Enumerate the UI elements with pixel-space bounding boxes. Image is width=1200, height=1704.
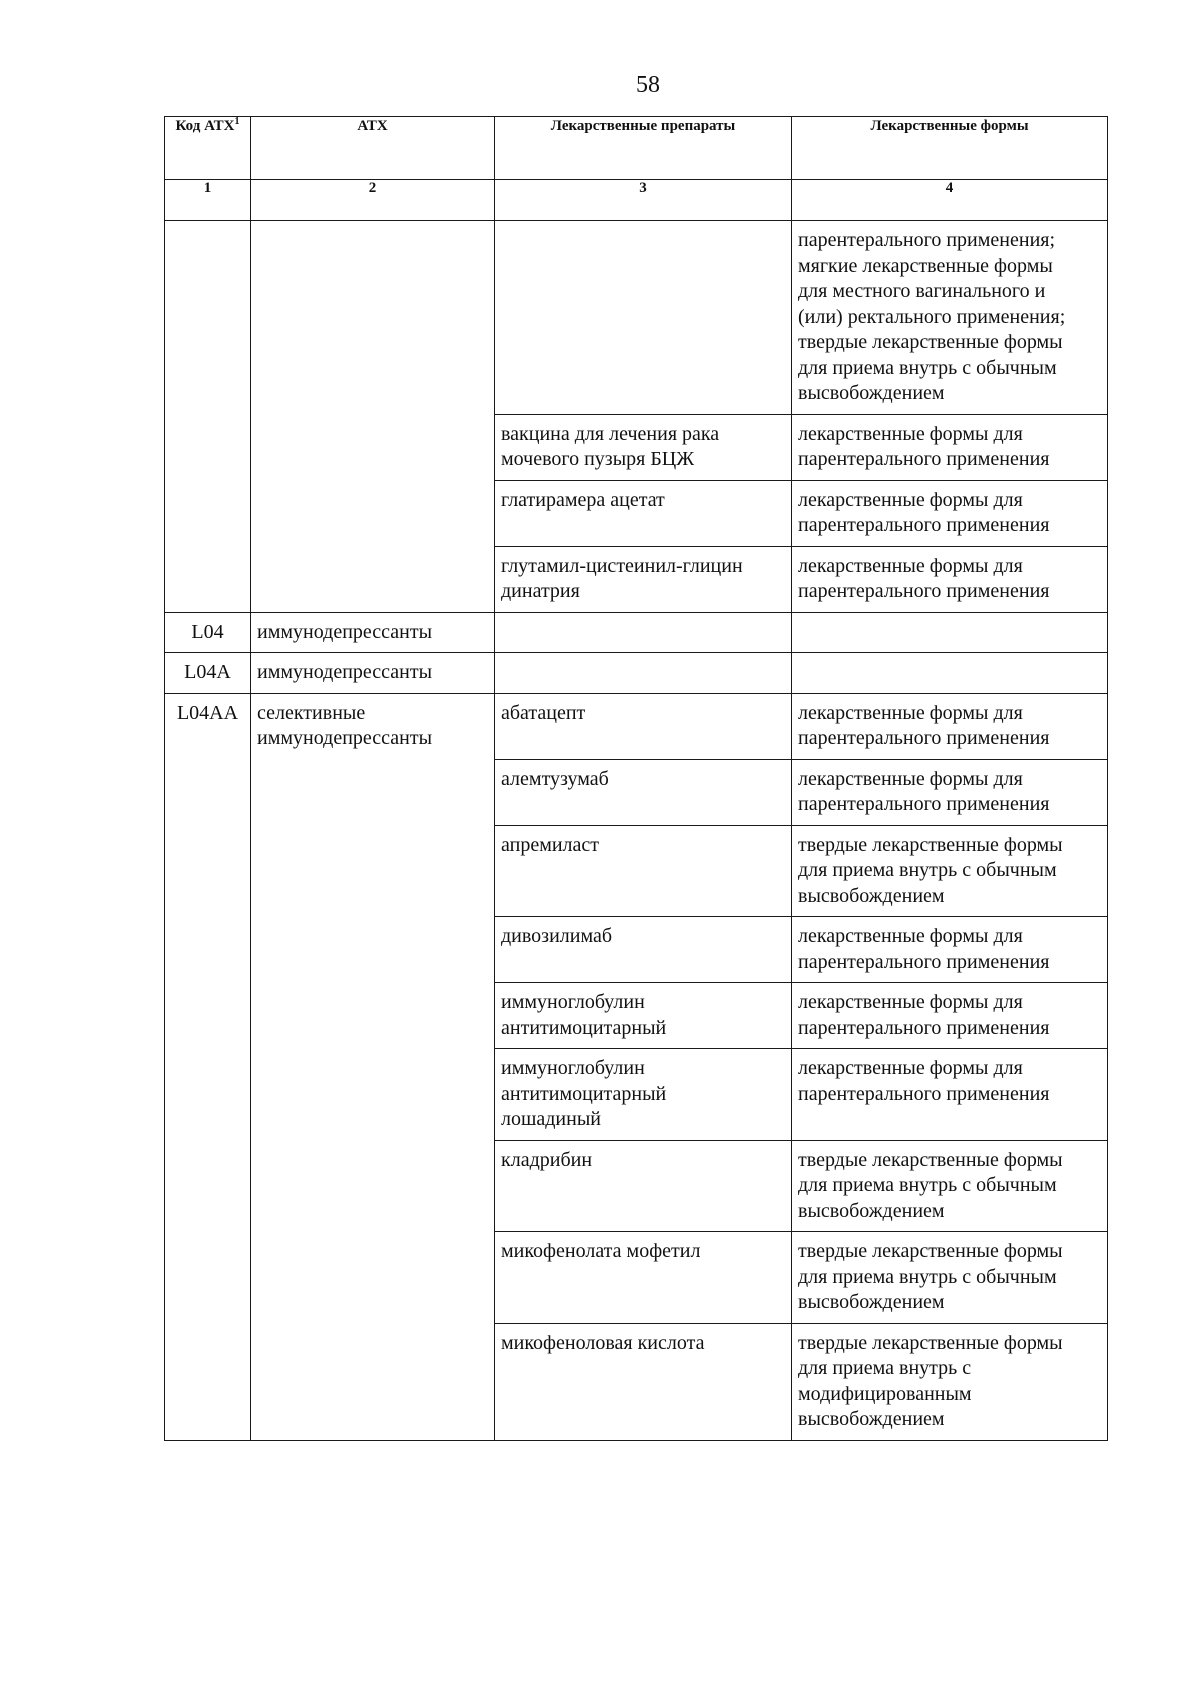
drug-cell: микофеноловая кислота <box>495 1323 792 1440</box>
column-number-row <box>165 180 1108 221</box>
header-forms: Лекарственные формы <box>792 117 1108 180</box>
atc-cell <box>251 221 495 613</box>
form-cell: лекарственные формы для парентерального применения <box>792 1049 1108 1141</box>
table-header-row <box>165 117 1108 180</box>
page-number: 58 <box>636 72 660 98</box>
drug-cell: абатацепт <box>495 693 792 759</box>
atc-cell: селективные иммунодепрессанты <box>251 693 495 1440</box>
form-cell: лекарственные формы для парентерального применения <box>792 546 1108 612</box>
column-number: 1 <box>165 180 251 221</box>
column-number: 3 <box>495 180 792 221</box>
form-cell: парентерального применения; мягкие лекарственные формы для местного вагинального и (или) ректального применения; твердые лекарственные формы для приема внутрь с обычным высвобождением <box>792 221 1108 415</box>
drug-cell: вакцина для лечения рака мочевого пузыря БЦЖ <box>495 414 792 480</box>
code-cell: L04AA <box>165 693 251 1440</box>
code-cell: L04A <box>165 653 251 694</box>
drug-cell <box>495 221 792 415</box>
header-code: Код АТХ$^1$ <box>165 117 251 180</box>
drug-cell: микофенолата мофетил <box>495 1232 792 1324</box>
form-cell: твердые лекарственные формы для приема внутрь с обычным высвобождением <box>792 825 1108 917</box>
atc-cell: иммунодепрессанты <box>251 612 495 653</box>
drug-cell: глутамил-цистеинил-глицин динатрия <box>495 546 792 612</box>
drug-cell: апремиласт <box>495 825 792 917</box>
drug-cell: кладрибин <box>495 1140 792 1232</box>
column-number: 4 <box>792 180 1108 221</box>
drug-cell: иммуноглобулин антитимоцитарный лошадиный <box>495 1049 792 1141</box>
drug-cell: глатирамера ацетат <box>495 480 792 546</box>
drug-cell: алемтузумаб <box>495 759 792 825</box>
form-cell <box>792 612 1108 653</box>
atc-cell: иммунодепрессанты <box>251 653 495 694</box>
code-cell: L04 <box>165 612 251 653</box>
form-cell <box>792 653 1108 694</box>
form-cell: лекарственные формы для парентерального применения <box>792 480 1108 546</box>
drug-cell <box>495 653 792 694</box>
drug-cell <box>495 612 792 653</box>
header-atc: АТХ <box>251 117 495 180</box>
table-row <box>165 612 1108 653</box>
table-row <box>165 653 1108 694</box>
drug-cell: иммуноглобулин антитимоцитарный <box>495 983 792 1049</box>
column-number: 2 <box>251 180 495 221</box>
table-row <box>165 693 1108 759</box>
code-cell <box>165 221 251 613</box>
footnote-marker: 1 <box>234 116 240 127</box>
form-cell: лекарственные формы для парентерального применения <box>792 917 1108 983</box>
drug-cell: дивозилимаб <box>495 917 792 983</box>
table-row <box>165 221 1108 415</box>
atc-drug-table <box>164 116 1108 1441</box>
form-cell: лекарственные формы для парентерального применения <box>792 693 1108 759</box>
form-cell: лекарственные формы для парентерального применения <box>792 759 1108 825</box>
header-drugs: Лекарственные препараты <box>495 117 792 180</box>
form-cell: лекарственные формы для парентерального применения <box>792 983 1108 1049</box>
form-cell: твердые лекарственные формы для приема внутрь с обычным высвобождением <box>792 1232 1108 1324</box>
form-cell: лекарственные формы для парентерального применения <box>792 414 1108 480</box>
form-cell: твердые лекарственные формы для приема внутрь с обычным высвобождением <box>792 1140 1108 1232</box>
form-cell: твердые лекарственные формы для приема внутрь с модифицированным высвобождением <box>792 1323 1108 1440</box>
